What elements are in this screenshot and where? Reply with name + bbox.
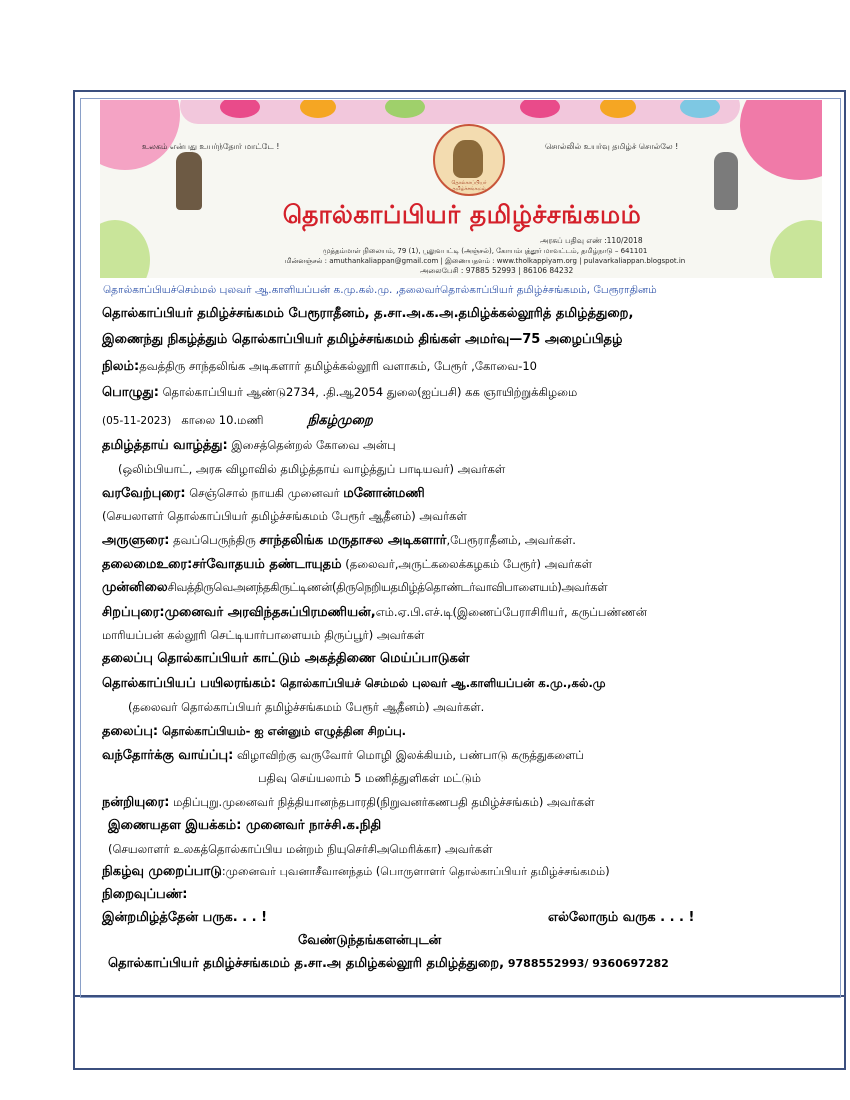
contact-line: மின்னஞ்சல் : amuthankaliappan@gmail.com | இணையதளம் : www.tholkappiyam.org | pulavarkaliappan.blogspot.in bbox=[284, 257, 686, 265]
seal-logo bbox=[433, 124, 505, 196]
host-line bbox=[102, 863, 610, 881]
blessing-name: சாந்தலிங்க மருதாசல அடிகளார் bbox=[259, 533, 447, 548]
topic2-label: தலைப்பு: bbox=[102, 724, 159, 739]
visitors-label: வந்தோர்க்கு வாய்ப்பு: bbox=[102, 748, 234, 763]
presidential-tail: (தலைவர்,அருட்கலைக்கழகம் பேரூர்) அவர்கள் bbox=[341, 557, 593, 571]
time-label: பொழுது: bbox=[102, 385, 159, 400]
visitors-sub: பதிவு செய்யலாம் 5 மணித்துளிகள் மட்டும் bbox=[258, 771, 481, 785]
welcome-left: இன்றமிழ்த்தேன் பருக. . . ! bbox=[102, 910, 268, 925]
header-line-2: இணைந்து நிகழ்த்தும் தொல்காப்பியர் தமிழ்ச்சங்கமம் திங்கள் அமர்வு—75 அழைப்பிதழ் bbox=[102, 332, 623, 347]
regards-line: வேண்டுந்தங்களன்புடன் bbox=[298, 933, 442, 948]
visitors-line bbox=[102, 746, 584, 765]
presidential-label: தலைமைஉரை:சர்வோதயம் தண்டாயுதம் bbox=[102, 557, 342, 572]
hour-text: காலை 10.மணி bbox=[181, 413, 264, 427]
blessing-text: தவப்பெருந்திரு bbox=[169, 533, 260, 547]
welcome-line bbox=[102, 484, 425, 503]
coordinator-sub: (செயலாளர் உலகத்தொல்காப்பிய மன்றம் நியுசெர்சிஅமெரிக்கா) அவர்கள் bbox=[108, 842, 493, 856]
visitors-text: விழாவிற்கு வருவோர் மொழி இலக்கியம், பண்பாடு கருத்துகளைப் bbox=[233, 748, 584, 762]
venue-text: தவத்திரு சாந்தலிங்க அடிகளார் தமிழ்க்கல்லூரி வளாகம், பேரூர் ,கோவை-10 bbox=[139, 359, 537, 373]
invocation-line bbox=[102, 436, 396, 455]
blessing-tail: ,பேரூராதீனம், அவர்கள். bbox=[446, 533, 576, 547]
welcome-sub: (செயலாளர் தொல்காப்பியர் தமிழ்ச்சங்கமம் பேரூர் ஆதீனம்) அவர்கள் bbox=[102, 509, 467, 523]
topic2-line bbox=[102, 722, 406, 741]
presidential-line bbox=[102, 555, 592, 574]
welcome-text: செஞ்சொல் நாயகி முனைவர் bbox=[185, 486, 344, 500]
training-text: தொல்காப்பியச் செம்மல் புலவர் ஆ.காளியப்பன் க.மு.,கல்.மு bbox=[276, 676, 606, 690]
banner bbox=[100, 100, 822, 278]
training-sub: (தலைவர் தொல்காப்பியர் தமிழ்ச்சங்கமம் பேரூர் ஆதீனம்) அவர்கள். bbox=[128, 700, 485, 714]
tagline-left: உலகம் என்பது உயர்ந்தோர் மாட்டே ! bbox=[142, 142, 280, 151]
special-line bbox=[102, 603, 647, 622]
banner-address bbox=[250, 246, 720, 266]
seal-text: தொல்காப்பியர் தமிழ்ச்சங்கமம் bbox=[451, 180, 487, 192]
thanks-line bbox=[102, 793, 595, 812]
invocation-label: தமிழ்த்தாய் வாழ்த்து: bbox=[102, 438, 228, 453]
closing-line: நிறைவுப்பண்: bbox=[102, 887, 188, 902]
invocation-text: இசைத்தென்றல் கோவை அன்பு bbox=[227, 438, 396, 452]
blessing-line bbox=[102, 531, 576, 550]
presence-text: சிவத்திருவெஅனந்தகிருட்டிணன்(திருநெறியதமிழ்த்தொண்டர்வாவிபாளையம்)அவர்கள் bbox=[167, 581, 608, 594]
blessing-label: அருளுரை: bbox=[102, 533, 170, 548]
address-line: முத்தம்மாள் நிலையம், 79 (1), பூலுவபட்டி (அஞ்சல்), கோயம்புத்தூர் மாவட்டம், தமிழ்நாடு – 641101 bbox=[322, 247, 648, 255]
coordinator-text: முனைவர் நாச்சி.க.நிதி bbox=[241, 818, 382, 833]
statue-right-image bbox=[714, 152, 738, 210]
date-text: (05-11-2023) bbox=[102, 415, 172, 427]
venue-line bbox=[102, 357, 537, 376]
footer-line bbox=[108, 955, 669, 973]
presence-line bbox=[102, 579, 607, 597]
thanks-label: நன்றியுரை: bbox=[102, 795, 170, 810]
venue-label: நிலம்: bbox=[102, 359, 140, 374]
welcome-label: வரவேற்புரை: bbox=[102, 486, 186, 501]
registration-number: அரசுப் பதிவு எண் :110/2018 bbox=[540, 236, 643, 245]
special-label: சிறப்புரை:முனைவர் அரவிந்தசுப்பிரமணியன், bbox=[102, 605, 376, 620]
host-text: :முனைவர் புவனாசீவானந்தம் (பொருளாளர் தொல்காப்பியர் தமிழ்ச்சங்கமம்) bbox=[221, 865, 610, 878]
special-text: எம்.ஏ.பி.எச்.டி(இணைப்பேராசிரியர், கருப்பண்ணன் bbox=[375, 605, 647, 619]
footer-text: தொல்காப்பியர் தமிழ்ச்சங்கமம் த.சா.அ தமிழ்கல்லூரி தமிழ்த்துறை, bbox=[108, 956, 505, 971]
date-line bbox=[102, 411, 373, 430]
tagline-right: சொல்லில் உயர்வு தமிழ்ச் சொல்லே ! bbox=[545, 142, 679, 151]
coordinator-label: இணையதள இயக்கம்: bbox=[108, 818, 242, 833]
invocation-sub: (ஒலிம்பியாட், அரசு விழாவில் தமிழ்த்தாய் வாழ்த்துப் பாடியவர்) அவர்கள் bbox=[118, 462, 506, 476]
header-line-1: தொல்காப்பியர் தமிழ்ச்சங்கமம் பேரூராதீனம், த.சா.அ.க.அ.தமிழ்க்கல்லூரித் தமிழ்த்துறை, bbox=[102, 306, 634, 321]
training-line bbox=[102, 674, 606, 693]
host-label: நிகழ்வு முறைப்பாடு bbox=[102, 864, 222, 879]
banner-title: தொல்காப்பியர் தமிழ்ச்சங்கமம் bbox=[282, 200, 642, 229]
training-label: தொல்காப்பியப் பயிலரங்கம்: bbox=[102, 676, 277, 691]
time-text: தொல்காப்பியர் ஆண்டு2734, .தி.ஆ2054 துலை(ஐப்பசி) கக ஞாயிற்றுக்கிழமை bbox=[158, 385, 578, 399]
banner-caption: தொல்காப்பியச்செம்மல் புலவர் ஆ.காளியப்பன் க.மு.கல்.மு. ,தலைவர்தொல்காப்பியர் தமிழ்ச்சங்கமம், பேரூராதினம் bbox=[103, 284, 657, 296]
welcome-right: எல்லோரும் வருக . . . ! bbox=[548, 910, 695, 925]
topic1-line: தலைப்பு தொல்காப்பியர் காட்டும் அகத்திணை மெய்ப்பாடுகள் bbox=[102, 651, 470, 666]
topic2-text: தொல்காப்பியம்- ஐ என்னும் எழுத்தின சிறப்பு. bbox=[158, 724, 407, 738]
presence-label: முன்னிலை bbox=[102, 580, 168, 595]
thanks-text: மதிப்புறு.முனைவர் நித்தியானந்தபாரதி(நிறுவனர்கணபதி தமிழ்ச்சங்கம்) அவர்கள் bbox=[169, 795, 595, 809]
time-line bbox=[102, 383, 577, 402]
special-sub: மாரியப்பன் கல்லூரி செட்டியார்பாளையம் திருப்பூர்) அவர்கள் bbox=[102, 628, 425, 642]
phone-line: அலைபேசி : 97885 52993 | 86106 84232 bbox=[420, 266, 574, 275]
coordinator-line bbox=[108, 817, 381, 835]
footer-phones: 9788552993/ 9360697282 bbox=[504, 957, 669, 970]
statue-left-image bbox=[176, 152, 202, 210]
welcome-name: மனோன்மணி bbox=[343, 486, 425, 501]
program-heading: நிகழ்முறை bbox=[307, 413, 373, 428]
